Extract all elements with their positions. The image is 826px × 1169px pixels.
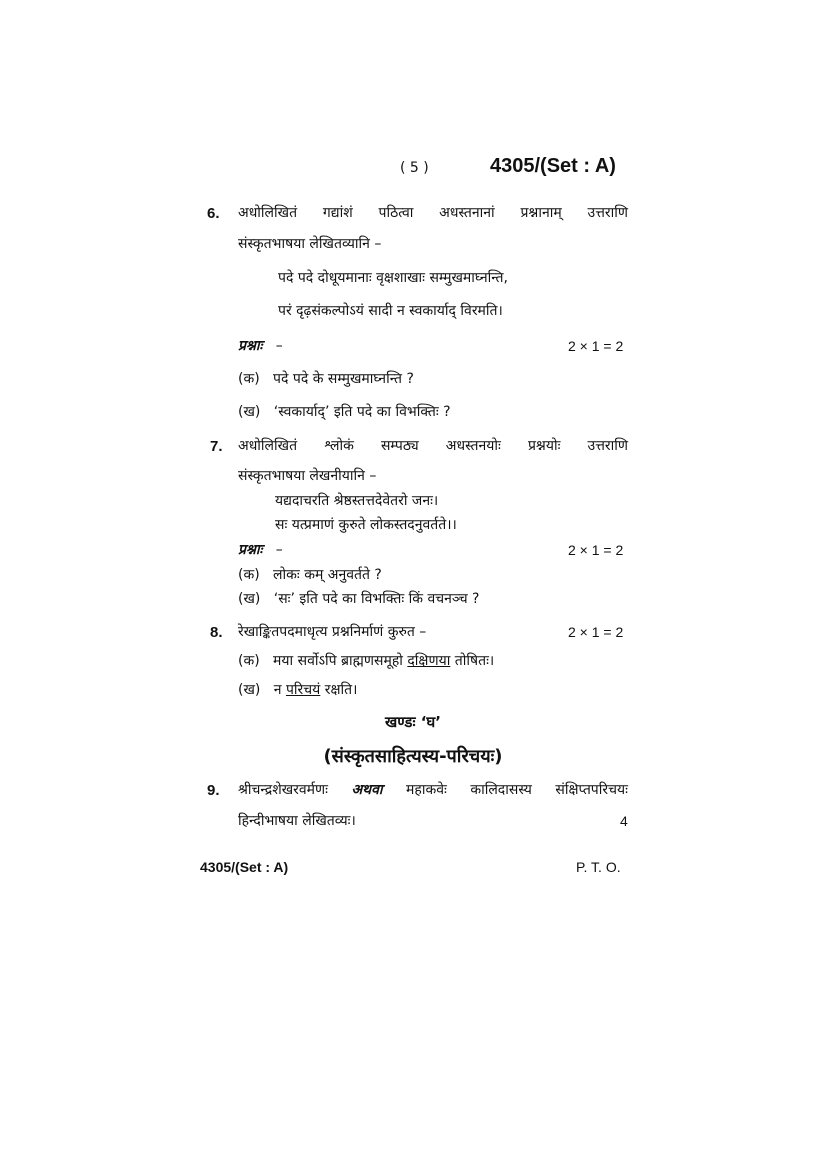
q6-passage-line2: परं दृढ़संकल्पोऽयं सादी न स्वकार्याद् विरमति। — [278, 303, 503, 319]
sub-label: (ख) — [238, 682, 261, 698]
q7-marks: 2 × 1 = 2 — [568, 542, 624, 558]
sub-label: (क) — [238, 653, 260, 669]
dash: – — [275, 542, 283, 558]
sub-text: रक्षति। — [320, 682, 358, 698]
q7-verse-line1: यद्यदाचरति श्रेष्ठस्तत्तदेवेतरो जनः। — [275, 493, 439, 509]
footer-pto: P. T. O. — [576, 859, 621, 875]
q7-word: उत्तराणि — [587, 438, 628, 454]
section-subtitle: (संस्कृतसाहित्यस्य-परिचयः) — [323, 746, 503, 767]
q9-number: 9. — [207, 782, 220, 799]
sub-text: पदे पदे के सम्मुखमाघ्नन्ति ? — [273, 371, 414, 387]
q9-word: संक्षिप्तपरिचयः — [555, 782, 628, 798]
section-title: खण्डः ‘घ’ — [385, 713, 441, 731]
q7-sub-b — [238, 589, 480, 609]
sub-text: लोकः कम् अनुवर्तते ? — [273, 567, 382, 583]
q6-word: अधस्तनानां — [439, 205, 495, 221]
q8-marks: 2 × 1 = 2 — [568, 624, 624, 640]
q8-instruction: रेखाङ्कितपदमाधृत्य प्रश्ननिर्माणं कुरुत – — [238, 624, 427, 640]
q6-instruction-line2: संस्कृतभाषया लेखितव्यानि – — [238, 236, 382, 252]
q7-word: प्रश्नयोः — [527, 438, 561, 454]
q6-word: उत्तराणि — [587, 205, 628, 221]
sub-text: ‘सः’ इति पदे का विभक्तिः किं वचनञ्च ? — [273, 591, 480, 607]
sub-label: (ख) — [238, 404, 261, 420]
q9-instruction-line2: हिन्दीभाषया लेखितव्यः। — [238, 813, 356, 829]
sub-text: मया सर्वोऽपि ब्राह्मणसमूहो — [273, 653, 408, 669]
prashnah-label: प्रश्नाः — [238, 338, 263, 354]
q6-questions-heading — [238, 336, 283, 356]
sub-text: ‘स्वकार्याद्’ इति पदे का विभक्तिः ? — [273, 404, 451, 420]
underlined-word: परिचयं — [285, 682, 321, 698]
q6-passage-line1: पदे पदे दोधूयमानाः वृक्षशाखाः सम्मुखमाघ्नन्ति, — [278, 270, 508, 286]
underlined-word: दक्षिणया — [407, 653, 451, 669]
q6-sub-b — [238, 402, 451, 422]
q7-questions-heading — [238, 540, 283, 560]
q7-verse-line2: सः यत्प्रमाणं कुरुते लोकस्तदनुवर्तते।। — [275, 517, 457, 533]
q7-number: 7. — [210, 438, 223, 455]
q9-instruction-line1 — [238, 780, 628, 800]
q6-word: पठित्वा — [378, 205, 414, 221]
q7-word: अधोलिखितं — [238, 438, 298, 454]
q8-sub-a — [238, 651, 494, 671]
sub-label: (क) — [238, 567, 260, 583]
q7-word: श्लोकं — [324, 438, 354, 454]
q6-number: 6. — [207, 205, 220, 222]
sub-text: न — [273, 682, 286, 698]
q9-word: महाकवेः — [406, 782, 447, 798]
q6-instruction-line1 — [238, 203, 628, 223]
sub-label: (ख) — [238, 591, 261, 607]
q7-word: सम्पठ्य — [380, 438, 419, 454]
q8-number: 8. — [210, 624, 223, 641]
paper-code: 4305/(Set : A) — [490, 155, 616, 177]
q9-word: कालिदासस्य — [470, 782, 532, 798]
q6-word: प्रश्नानाम् — [520, 205, 562, 221]
prashnah-label: प्रश्नाः — [238, 542, 263, 558]
q7-instruction-line1 — [238, 436, 628, 456]
q9-word: श्रीचन्द्रशेखरवर्मणः — [238, 782, 328, 798]
q7-sub-a — [238, 565, 382, 585]
q9-word-athava: अथवा — [351, 782, 383, 798]
page-number: ( 5 ) — [400, 160, 429, 176]
q7-word: अधस्तनयोः — [445, 438, 501, 454]
q6-marks: 2 × 1 = 2 — [568, 338, 624, 354]
q6-word: गद्यांशं — [322, 205, 353, 221]
q6-word: अधोलिखितं — [238, 205, 298, 221]
q8-sub-b — [238, 680, 357, 700]
q6-sub-a — [238, 369, 414, 389]
q7-instruction-line2: संस्कृतभाषया लेखनीयानि – — [238, 468, 377, 484]
q9-marks: 4 — [620, 813, 628, 829]
sub-label: (क) — [238, 371, 260, 387]
dash: – — [275, 338, 283, 354]
sub-text: तोषितः। — [450, 653, 495, 669]
footer-paper-code: 4305/(Set : A) — [200, 859, 289, 875]
